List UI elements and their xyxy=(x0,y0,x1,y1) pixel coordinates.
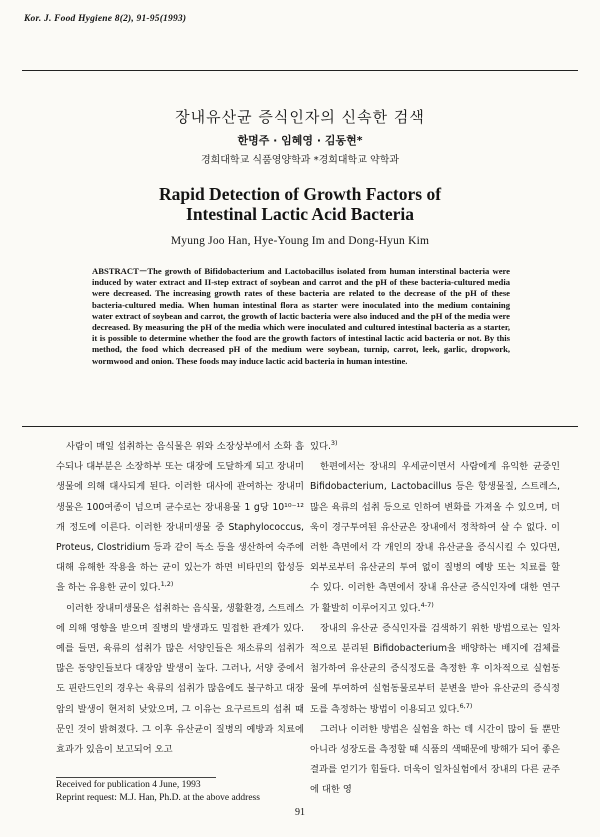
english-title xyxy=(0,184,600,224)
journal-citation: Kor. J. Food Hygiene 8(2), 91-95(1993) xyxy=(24,14,187,24)
abstract xyxy=(92,266,510,367)
reprint-note: Reprint request: M.J. Han, Ph.D. at the above address xyxy=(56,792,260,803)
left-paragraph-1: 사람이 매일 섭취하는 음식물은 위와 소장상부에서 소화 흡수되나 대부분은 소장하부 또는 대장에 도달하게 되고 장내미생물에 의해 대사되게 된다. 이러한 대사에 관여하는 장내미생물은 100여종이 넘으며 균수로는 장내용물 1 g당 10¹⁰⁻¹² 개 정도에 이른다. 이러한 장내미생물 중 Staphylococcus, Proteus, Clostridium 등과 같이 독소 등을 생산하여 숙주에 대해 유해한 작용을 하는 균이 있는가 하면 비타민의 합성등을 하는 유용한 균이 있다.$^{1,2)}$ xyxy=(56,441,304,594)
english-title-line1: Rapid Detection of Growth Factors of xyxy=(158,184,442,204)
right-paragraph-3: 그러나 이러한 방법은 실험을 하는 데 시간이 많이 들 뿐만 아니라 성장도를 측정할 때 식품의 색때문에 방해가 되어 좋은 결과를 얻기가 힘들다. 더욱이 일차실험에서 장내의 다른 균주에 대한 영 xyxy=(310,723,560,796)
received-note: Received for publication 4 June, 1993 xyxy=(56,780,201,790)
korean-affiliation: 경희대학교 식품영양학과 *경희대학교 약학과 xyxy=(200,155,400,166)
citation: 4-7) xyxy=(420,600,434,609)
citation: 6,7) xyxy=(459,701,473,710)
right-paragraph-2: 장내의 유산균 증식인자를 검색하기 위한 방법으로는 일차적으로 분리된 Bifidobacterium을 배양하는 배지에 검체를 첨가하여 유산균의 증식정도를 측정한 후 이차적으로 실험동물에 투여하여 실험동물로부터 분변을 받아 유산균의 증식정도를 측정하는 방법이 이용되고 있다.$^{6,7)}$ xyxy=(310,622,560,715)
citation: 3) xyxy=(330,438,338,447)
right-paragraph-0: 있다.$^{3)}$ xyxy=(310,438,338,452)
footnote-rule xyxy=(56,777,216,778)
top-rule xyxy=(22,70,578,71)
right-column xyxy=(310,437,560,801)
left-column xyxy=(56,437,304,760)
english-authors: Myung Joo Han, Hye-Young Im and Dong-Hyun Kim xyxy=(170,235,430,247)
left-paragraph-2: 이러한 장내미생물은 섭취하는 음식물, 생활환경, 스트레스에 의해 영향을 받으며 질병의 발생과도 밀접한 관계가 있다. 예를 들면, 육류의 섭취가 많은 서양인들은 채소류의 섭취가 많은 동양인들보다 대장암 발생이 높다. 그러나, 서양 중에서도 핀란드인의 경우는 육류의 섭취가 많음에도 불구하고 대장암의 발생이 현저히 낮았으며, 그 이유는 요구르트의 섭취 때문인 것이 밝혀졌다. 그 이후 유산균이 질병의 예방과 치료에 효과가 있음이 보고되어 오고 xyxy=(56,602,304,756)
korean-title: 장내유산균 증식인자의 신속한 검색 xyxy=(175,108,425,126)
right-paragraph-1: 한편에서는 장내의 우세균이면서 사람에게 유익한 균중인 Bifidobacterium, Lactobacillus 등은 항생물질, 스트레스, 많은 육류의 섭취 등으로 인하여 변화를 가져올 수 있으며, 더욱이 경구투여된 유산균은 장내에서 정착하여 살 수 없다. 이러한 측면에서 각 개인의 장내 유산균을 증식시킬 수 있다면, 외부로부터 유산균의 투여 없이 질병의 예방 또는 치료를 할 수 있다. 이러한 측면에서 장내 유산균 증식인자에 대한 연구가 활발히 이루어지고 있다.$^{4-7)}$ xyxy=(310,461,560,614)
footnote xyxy=(56,779,306,804)
english-title-line2: Intestinal Lactic Acid Bacteria xyxy=(186,204,414,224)
page-number: 91 xyxy=(295,807,305,818)
abstract-label: ABSTRACT xyxy=(92,266,139,276)
abstract-rule xyxy=(22,426,578,427)
citation: 1,2) xyxy=(160,580,174,589)
abstract-text: －The growth of Bifidobacterium and Lactobacillus isolated from human interstinal bacteria were induced by water extract and II-step extract of soybean and carrot and the pH of these bacteria-cultured media were decreased. The increasing growth rates of these bacteria are related to the decrease of the pH of these bacteria-cultured media. When human intestinal flora as starter were inoculated into the medium containing water extract of soybean and carrot, the growth of lactic bacteria were also induced and the pH of the media were decreased. By measuring the pH of the media which were inoculated and cultured intestinal bacteria as a starter, it is possible to determine whether the food are the growth factors of intestinal lactic acid bacteria or not. By this method, the food which decreased pH of the medium were soybean, turnip, carrot, leek, garlic, dropwork, wormwood and onion. These foods may induce lactic acid bacteria in human intestine. xyxy=(92,266,510,366)
korean-authors: 한명주 · 임혜영 · 김동현* xyxy=(237,134,363,147)
